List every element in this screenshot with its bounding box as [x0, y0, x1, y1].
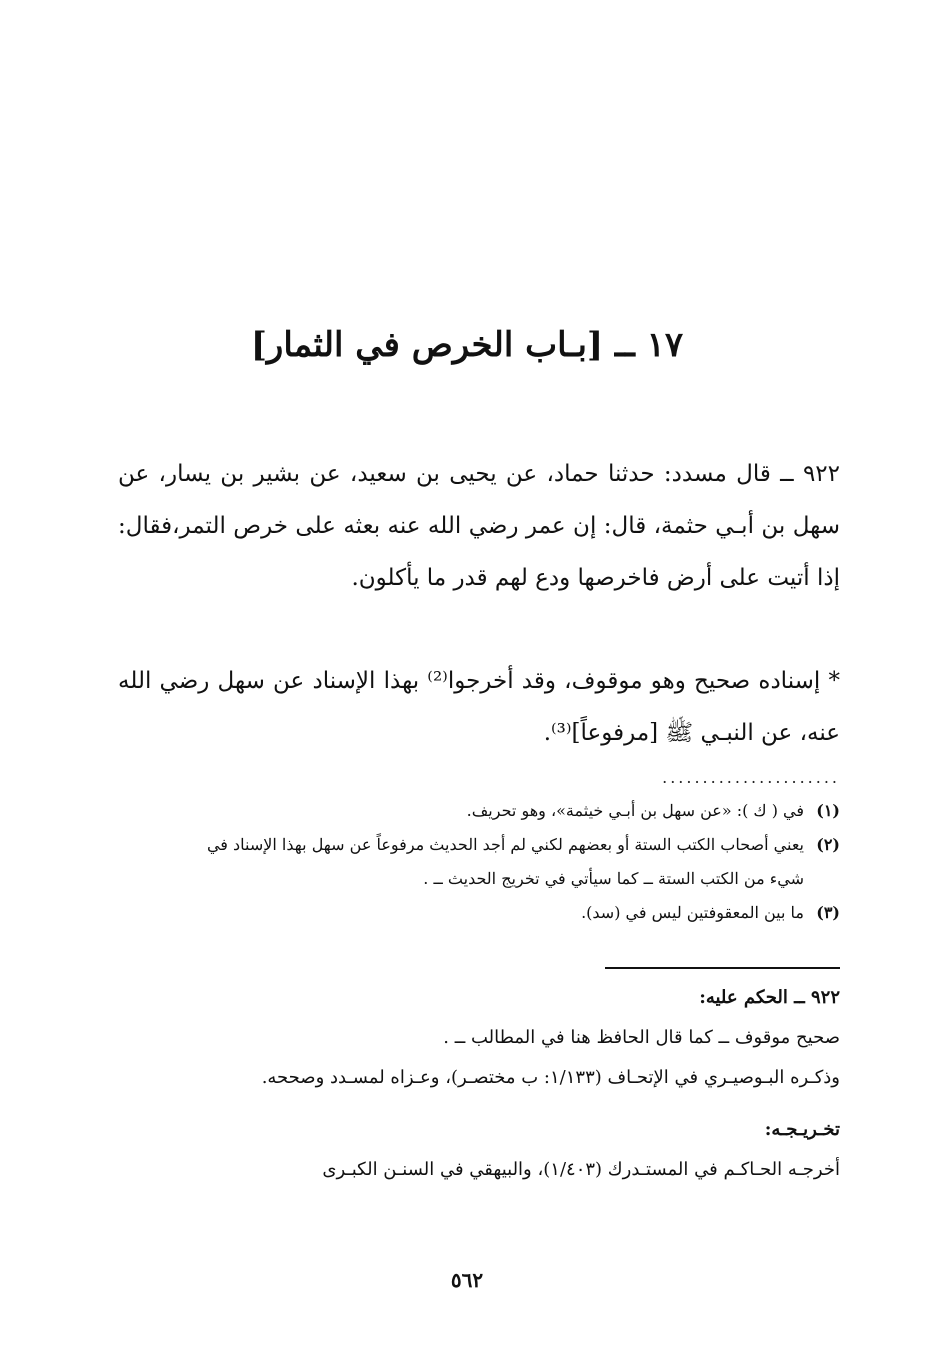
footnote-number: (٣) [816, 903, 840, 922]
ruling-heading: ٩٢٢ ــ الحكم عليه: [699, 987, 840, 1008]
footnote-text: ما بين المعقوفتين ليس في (سد). [581, 903, 804, 922]
commentary [118, 978, 840, 1190]
footnote-text: يعني أصحاب الكتب الستة أو بعضهم لكني لم أجد الحديث مرفوعاً عن سهل بهذا الإسناد في [206, 835, 804, 854]
ruling-line: صحيح موقوف ــ كما قال الحافظ هنا في المطالب ــ . [443, 1027, 840, 1048]
footnote-number: (٢) [816, 835, 840, 854]
page-number: ٥٦٢ [450, 1268, 484, 1292]
hadith-text: ٩٢٢ ــ قال مسدد: حدثنا حماد، عن يحيى بن سعيد، عن بشير بن يسار، عن سهل بن أبـي حثمة، قال: إن عمر رضي الله عنه بعثه على خرص التمر،فقال: إذا أتيت على أرض فاخرصها ودع لهم قدر ما يأكلون. [118, 461, 840, 591]
isnad-grading: * إسناده صحيح وهو موقوف، وقد أخرجوا⁽²⁾ بهذا الإسناد عن سهل رضي الله عنه، عن النبـي ﷺ [مرفوعاً]⁽³⁾. [118, 668, 840, 746]
footnote-1 [118, 794, 840, 828]
footnote-2 [118, 828, 840, 862]
footnote-text: في ( ك ): «عن سهل بن أبـي خيثمة»، وهو تحريف. [466, 801, 804, 820]
footnote-2-continuation: شيء من الكتب الستة ــ كما سيأتي في تخريج الحديث ــ . [423, 869, 804, 888]
takhrij-line: أخرجـه الحـاكـم في المستـدرك (١/٤٠٣)، والبيهقي في السنـن الكبـرى [322, 1159, 840, 1180]
footnote-number: (١) [816, 801, 840, 820]
busiri-line: وذكـره البـوصيـري في الإتحـاف (١/١٣٣: ب مختصـر)، وعـزاه لمسـدد وصححه. [261, 1067, 840, 1088]
footnotes [118, 794, 840, 930]
dotted-separator: ...................... [662, 768, 840, 787]
chapter-title: ١٧ ــ [بـاب الخرص في الثمار] [250, 325, 684, 365]
takhrij-heading: تخـريـجـه: [764, 1119, 840, 1140]
section-rule [605, 967, 840, 969]
footnote-3 [118, 896, 840, 930]
